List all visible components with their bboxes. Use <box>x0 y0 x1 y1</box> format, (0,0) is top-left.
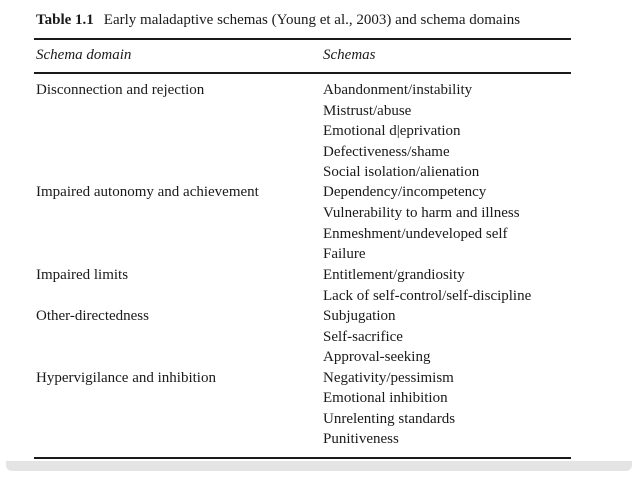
table-caption <box>36 12 520 29</box>
domain-impaired-limits: Impaired limits <box>36 267 129 283</box>
schema-item: Vulnerability to harm and illness <box>323 205 520 221</box>
table-top-rule <box>34 38 571 40</box>
schema-item: Defectiveness/shame <box>323 144 450 160</box>
schema-item: Lack of self-control/self-discipline <box>323 288 532 304</box>
table-title: Early maladaptive schemas (Young et al., 2003) and schema domains <box>103 12 521 28</box>
schema-item: Self-sacrifice <box>323 329 403 345</box>
viewer-bottom-bar <box>6 461 632 471</box>
domain-other-directedness: Other-directedness <box>36 308 149 324</box>
domain-hypervigilance-inhibition: Hypervigilance and inhibition <box>36 370 216 386</box>
schema-item: Social isolation/alienation <box>323 164 480 180</box>
table-header-rule <box>34 72 571 74</box>
table-number: Table 1.1 <box>36 12 94 28</box>
schema-item: Subjugation <box>323 308 396 324</box>
column-header-domain: Schema domain <box>36 47 132 63</box>
domain-disconnection-rejection: Disconnection and rejection <box>36 82 205 98</box>
schema-item: Punitiveness <box>323 431 399 447</box>
column-header-schemas: Schemas <box>323 47 376 63</box>
table-bottom-rule <box>34 457 571 459</box>
schema-item: Emotional d|eprivation <box>323 123 461 139</box>
schema-item: Abandonment/instability <box>323 82 473 98</box>
schema-item: Unrelenting standards <box>323 411 456 427</box>
schema-item: Approval-seeking <box>323 349 431 365</box>
schema-item: Enmeshment/undeveloped self <box>323 226 508 242</box>
schema-item: Negativity/pessimism <box>323 370 454 386</box>
schema-item: Failure <box>323 246 366 262</box>
schema-item: Emotional inhibition <box>323 390 448 406</box>
schema-item: Mistrust/abuse <box>323 103 412 119</box>
domain-impaired-autonomy: Impaired autonomy and achievement <box>36 184 259 200</box>
schema-item: Dependency/incompetency <box>323 184 487 200</box>
schema-item: Entitlement/grandiosity <box>323 267 465 283</box>
